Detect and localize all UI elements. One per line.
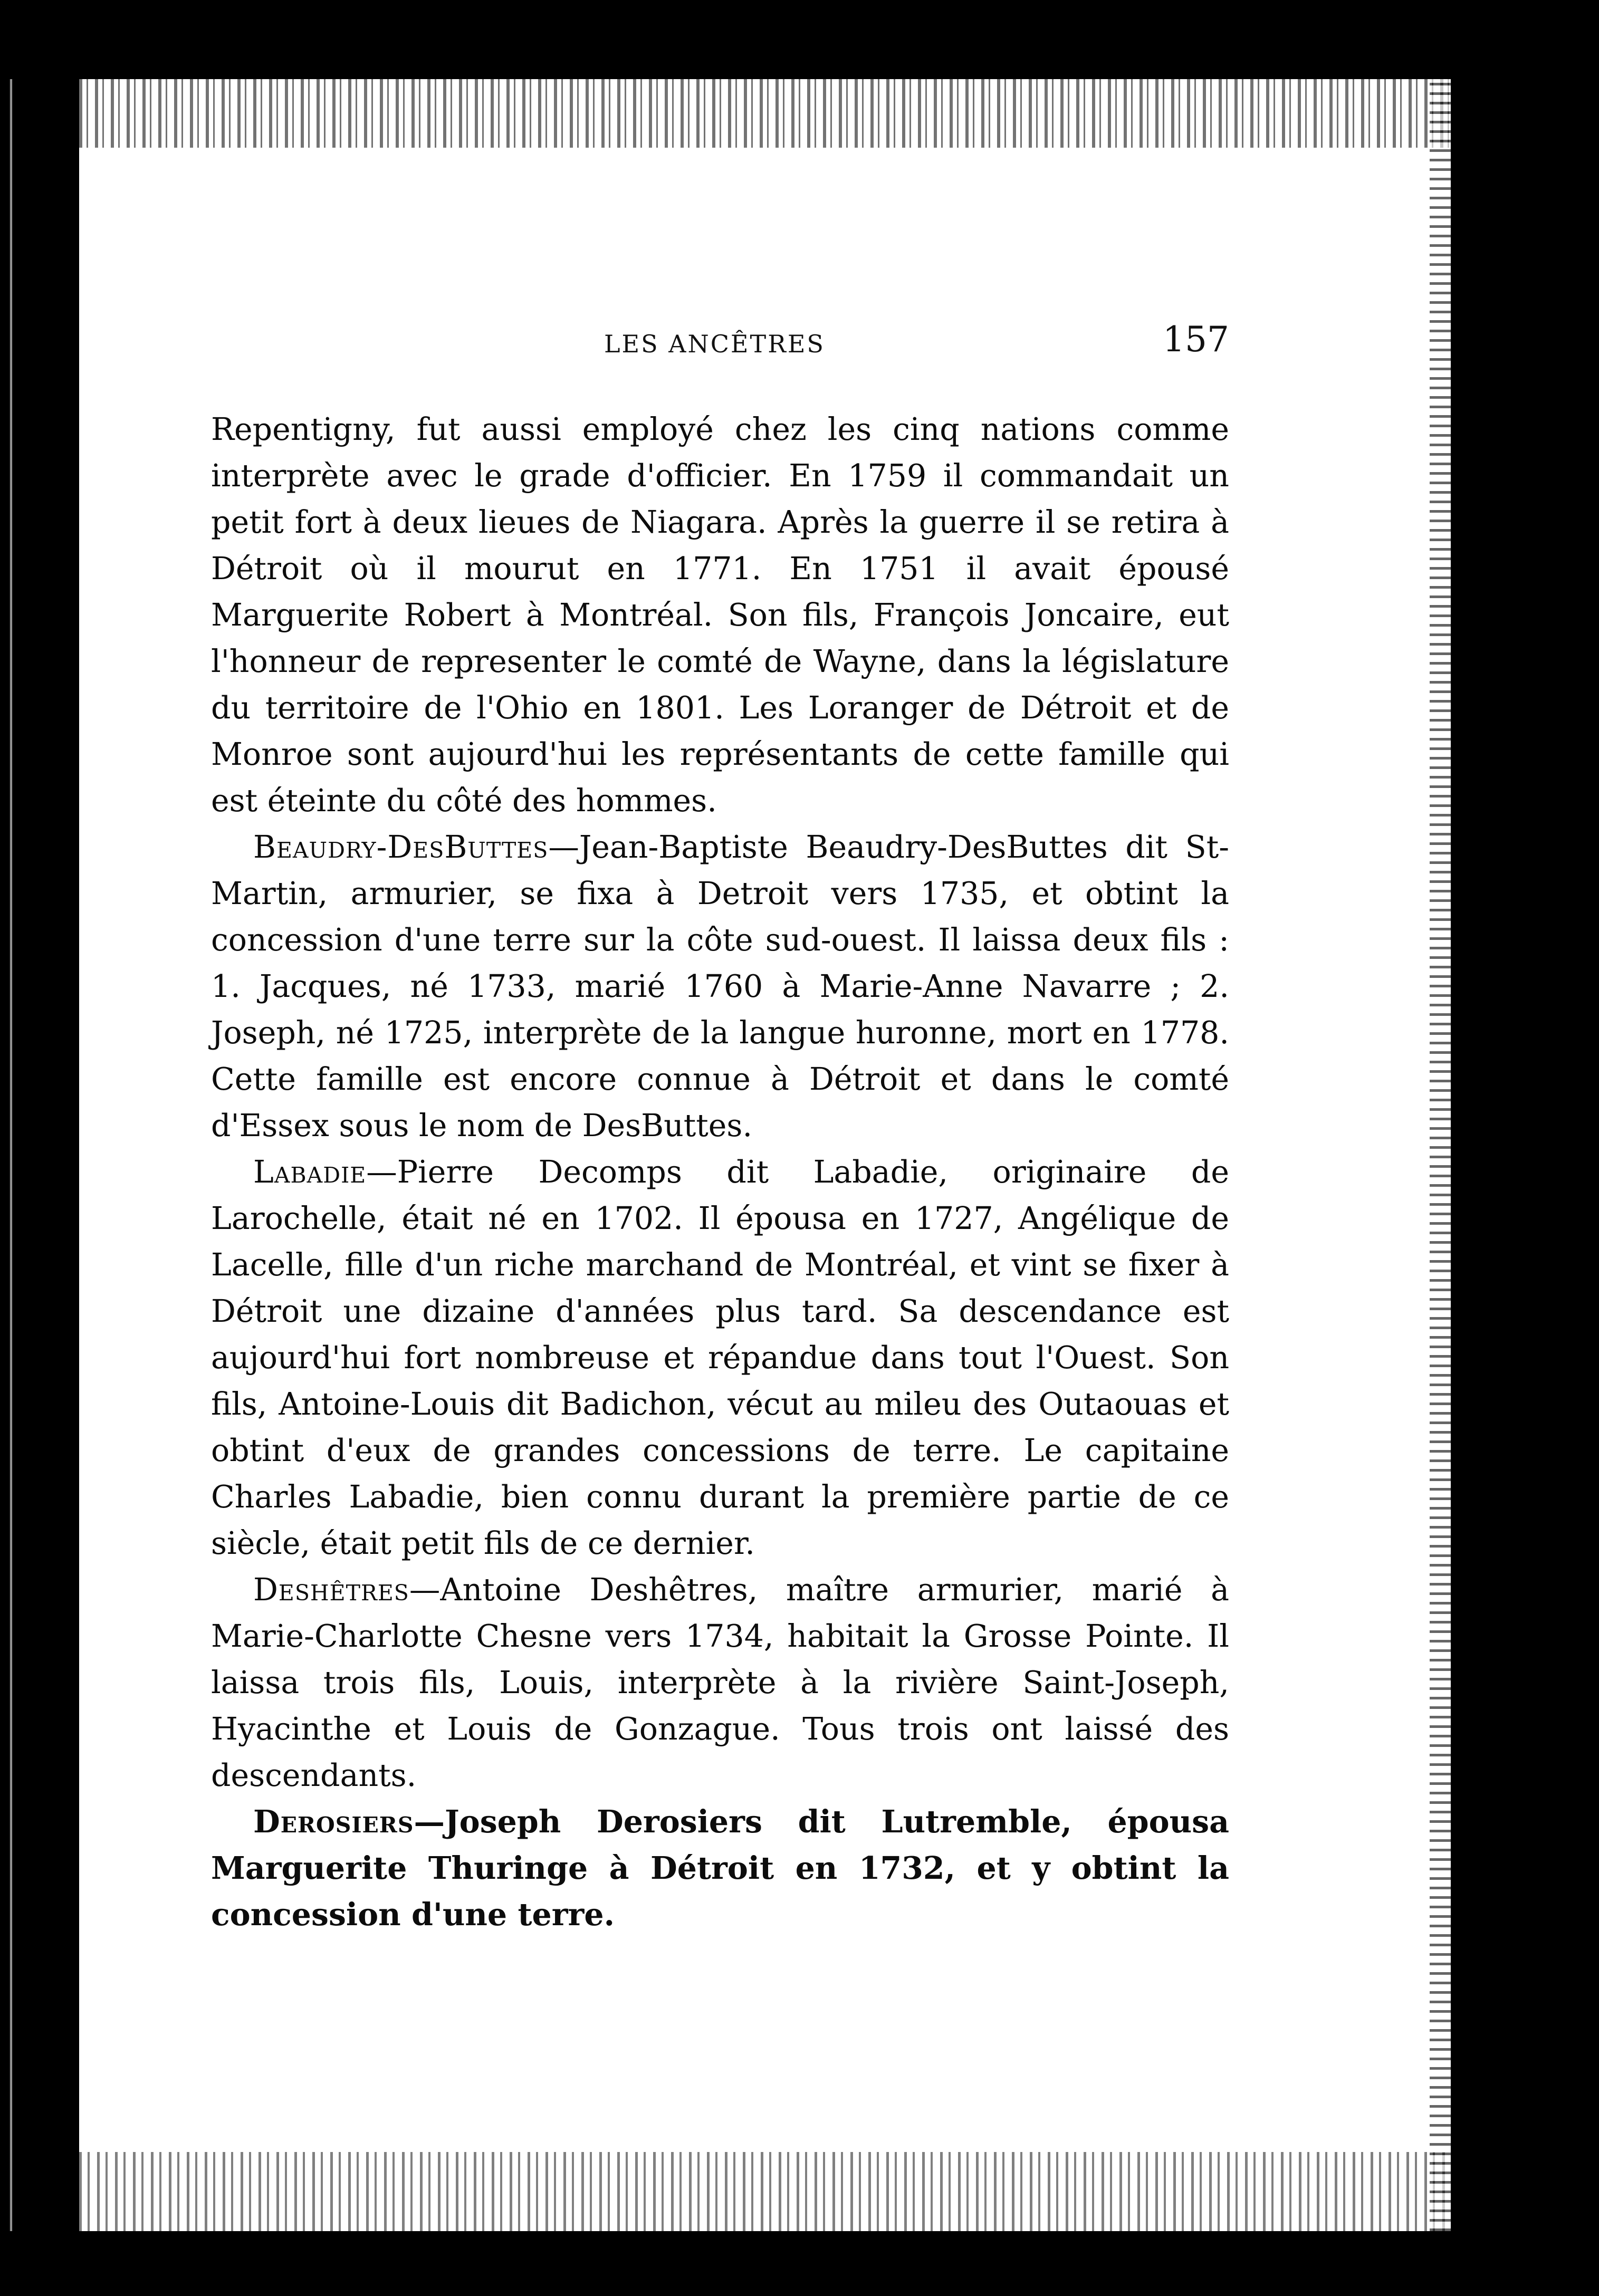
- body-text: [211, 406, 1229, 1938]
- scan-noise-bottom: [79, 2152, 1451, 2231]
- paragraph-text: —Joseph Derosiers dit Lutremble, épousa Marguerite Thuringe à Détroit en 1732, et y obtint la concession d'une terre.: [211, 1803, 1229, 1933]
- page-header: [211, 314, 1229, 377]
- paragraph-deshetres: [211, 1567, 1229, 1799]
- paragraph-labadie: [211, 1149, 1229, 1567]
- scan-left-edge: [0, 79, 79, 2231]
- entry-heading: Deshêtres: [253, 1572, 409, 1608]
- paragraph-text: Repentigny, fut aussi employé chez les cinq nations comme interprète avec le grade d'officier. En 1759 il commandait un petit fort à deux lieues de Niagara. Après la guerre il se retira à Détroit où il mourut en 1771. En 1751 il avait épousé Marguerite Robert à Montréal. Son fils, François Joncaire, eut l'honneur de representer le comté de Wayne, dans la législature du territoire de l'Ohio en 1801. Les Loranger de Détroit et de Monroe sont aujourd'hui les représentants de cette famille qui est éteinte du côté des hommes.: [211, 411, 1229, 819]
- paragraph-derosiers: [211, 1799, 1229, 1938]
- entry-heading: Labadie: [253, 1154, 367, 1190]
- paragraph-beaudry-desbuttes: [211, 824, 1229, 1149]
- scan-noise-right: [1430, 79, 1451, 2231]
- entry-heading: Beaudry-DesButtes: [253, 829, 549, 865]
- page-number: 157: [1163, 319, 1229, 360]
- paragraph-text: —Pierre Decomps dit Labadie, originaire de Larochelle, était né en 1702. Il épousa en 1727, Angélique de Lacelle, fille d'un riche marchand de Montréal, et vint se fixer à Détroit une dizaine d'années plus tard. Sa descendance est aujourd'hui fort nombreuse et répandue dans tout l'Ouest. Son fils, Antoine-Louis dit Badichon, vécut au mileu des Outaouas et obtint d'eux de grandes concessions de terre. Le capitaine Charles Labadie, bien connu durant la première partie de ce siècle, était petit fils de ce dernier.: [211, 1154, 1229, 1561]
- paragraph-text: —Antoine Deshêtres, maître armurier, marié à Marie-Charlotte Chesne vers 1734, habitait la Grosse Pointe. Il laissa trois fils, Louis, interprète à la rivière Saint-Joseph, Hyacinthe et Louis de Gonzague. Tous trois ont laissé des descendants.: [211, 1572, 1229, 1793]
- scan-noise-top: [79, 79, 1451, 148]
- running-title: LES ANCÊTRES: [604, 330, 825, 358]
- entry-heading: Derosiers: [253, 1803, 414, 1840]
- paragraph-repentigny: [211, 406, 1229, 824]
- paragraph-text: —Jean-Baptiste Beaudry-DesButtes dit St-Martin, armurier, se fixa à Detroit vers 1735, et obtint la concession d'une terre sur la côte sud-ouest. Il laissa deux fils : 1. Jacques, né 1733, marié 1760 à Marie-Anne Navarre ; 2. Joseph, né 1725, interprète de la langue huronne, mort en 1778. Cette famille est encore connue à Détroit et dans le comté d'Essex sous le nom de DesButtes.: [211, 829, 1229, 1144]
